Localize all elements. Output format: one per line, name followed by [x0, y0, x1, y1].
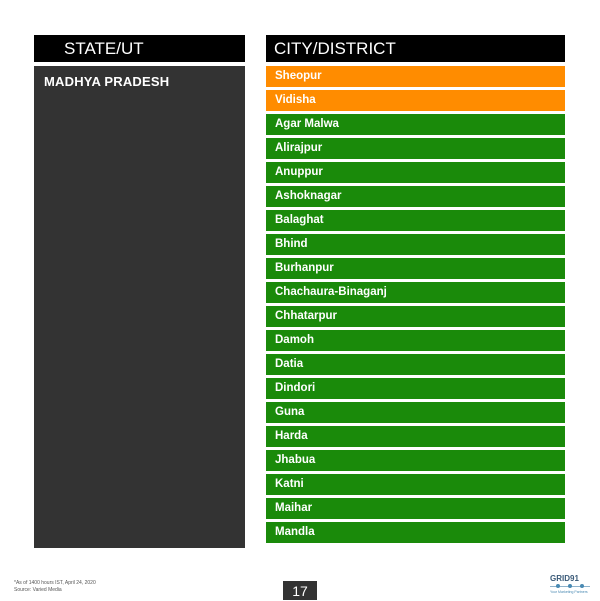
- city-name: Vidisha: [275, 94, 316, 106]
- city-column-header: CITY/DISTRICT: [266, 35, 565, 62]
- state-panel: [34, 66, 245, 548]
- city-row: [266, 210, 565, 231]
- city-row: [266, 498, 565, 519]
- city-row: [266, 474, 565, 495]
- state-name: MADHYA PRADESH: [44, 74, 170, 89]
- brand-name: GRID91: [550, 574, 579, 583]
- brand-line-icon: [550, 584, 594, 590]
- brand-tagline: Your Marketing Partners: [550, 590, 588, 594]
- city-name: Damoh: [275, 334, 314, 346]
- state-column-header: STATE/UT: [34, 35, 245, 62]
- city-name: Balaghat: [275, 214, 324, 226]
- city-row: [266, 162, 565, 183]
- city-row: [266, 90, 565, 111]
- city-name: Datia: [275, 358, 304, 370]
- city-name: Chachaura-Binaganj: [275, 286, 387, 298]
- city-name: Dindori: [275, 382, 316, 394]
- city-row: [266, 522, 565, 543]
- city-row: [266, 186, 565, 207]
- city-row: [266, 114, 565, 135]
- city-row: [266, 66, 565, 87]
- city-row: [266, 426, 565, 447]
- city-name: Harda: [275, 430, 308, 442]
- city-row: [266, 306, 565, 327]
- footnote: [14, 580, 96, 594]
- footnote-note: *As of 1400 hours IST, April 24, 2020: [14, 580, 96, 586]
- city-name: Alirajpur: [275, 142, 323, 154]
- city-name: Sheopur: [275, 70, 322, 82]
- city-row: [266, 354, 565, 375]
- city-name: Guna: [275, 406, 305, 418]
- city-name: Katni: [275, 478, 304, 490]
- city-name: Burhanpur: [275, 262, 334, 274]
- city-name: Mandla: [275, 526, 315, 538]
- brand-logo: [550, 574, 594, 595]
- city-name: Jhabua: [275, 454, 316, 466]
- city-name: Bhind: [275, 238, 308, 250]
- city-name: Chhatarpur: [275, 310, 337, 322]
- city-row: [266, 282, 565, 303]
- city-row: [266, 378, 565, 399]
- page-number: 17: [283, 581, 317, 600]
- city-row: [266, 330, 565, 351]
- city-list: [266, 66, 565, 546]
- city-row: [266, 138, 565, 159]
- city-row: [266, 258, 565, 279]
- city-name: Agar Malwa: [275, 118, 339, 130]
- city-name: Ashoknagar: [275, 190, 342, 202]
- city-name: Maihar: [275, 502, 313, 514]
- city-row: [266, 234, 565, 255]
- city-row: [266, 402, 565, 423]
- city-name: Anuppur: [275, 166, 323, 178]
- footnote-source: Source: Varied Media: [14, 587, 62, 593]
- city-row: [266, 450, 565, 471]
